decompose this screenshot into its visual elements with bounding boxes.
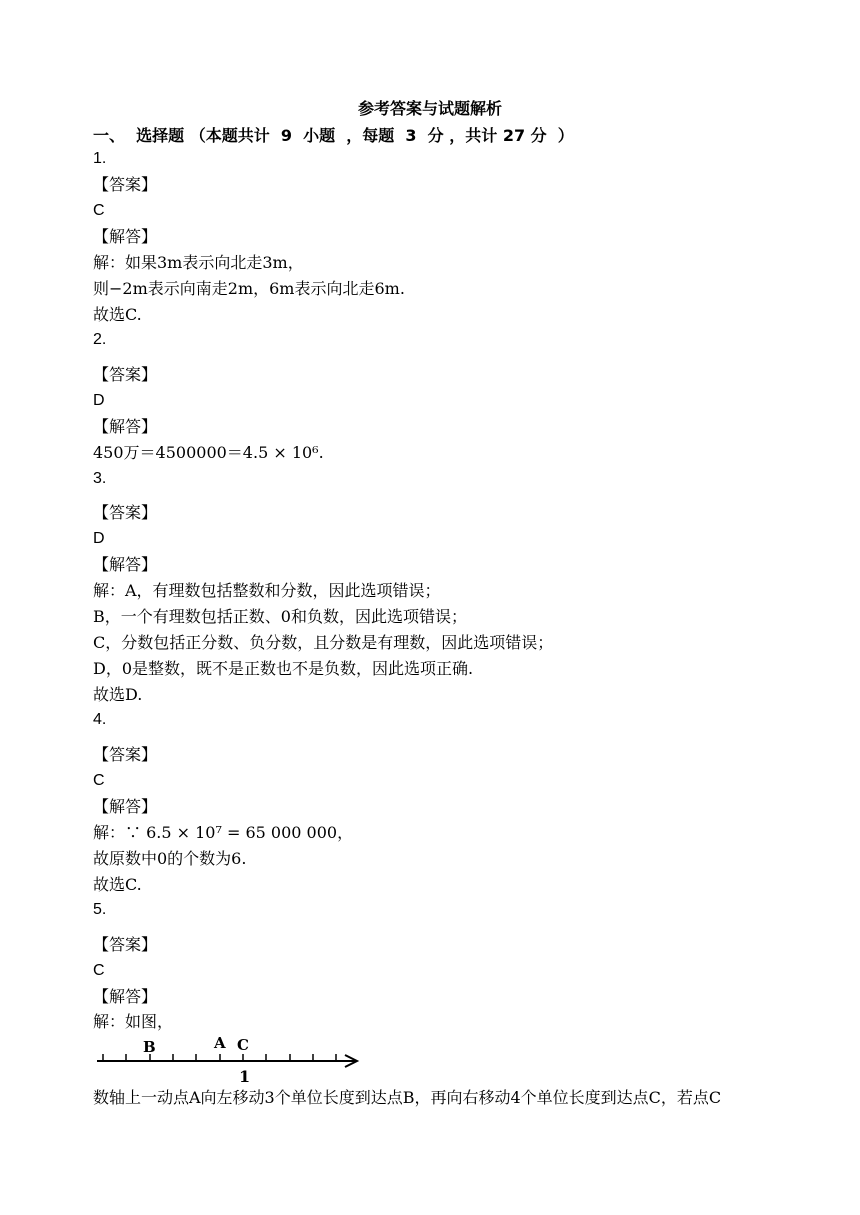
point-label-a: A <box>214 1034 226 1052</box>
answer-value: C <box>93 772 105 789</box>
solution-label: 【解答】 <box>93 227 158 246</box>
answer-label: 【答案】 <box>93 175 158 194</box>
point-label-b: B <box>143 1038 156 1056</box>
answer-label: 【答案】 <box>93 365 158 384</box>
solution-line: 解：如果3m表示向北走3m， <box>93 253 304 272</box>
solution-line: C，分数包括正分数、负分数，且分数是有理数，因此选项错误； <box>93 633 554 652</box>
question-number: 3. <box>93 470 107 487</box>
tick-label-one: 1 <box>239 1067 251 1086</box>
question-number: 4. <box>93 711 107 728</box>
solution-line: 故选C. <box>93 305 142 324</box>
solution-line: 解：如图， <box>93 1012 174 1031</box>
answer-value: D <box>93 392 105 409</box>
answer-label: 【答案】 <box>93 503 158 522</box>
solution-label: 【解答】 <box>93 555 158 574</box>
page-title: 参考答案与试题解析 <box>357 99 502 118</box>
solution-line: 故选D. <box>93 685 143 704</box>
solution-line: 解：∵ 6.5 × 10⁷ = 65 000 000， <box>93 823 354 842</box>
tick-marks <box>103 1054 336 1061</box>
solution-line: D，0是整数，既不是正数也不是负数，因此选项正确. <box>93 659 474 678</box>
number-line-figure <box>93 1030 373 1086</box>
answer-value: C <box>93 962 105 979</box>
point-label-c: C <box>237 1036 249 1054</box>
solution-label: 【解答】 <box>93 797 158 816</box>
answer-label: 【答案】 <box>93 935 158 954</box>
solution-line: 故选C. <box>93 875 142 894</box>
question-number: 5. <box>93 901 107 918</box>
answer-value: D <box>93 530 105 547</box>
solution-line: 数轴上一动点A向左移动3个单位长度到达点B，再向右移动4个单位长度到达点C，若点C <box>93 1088 722 1107</box>
answer-label: 【答案】 <box>93 745 158 764</box>
solution-line: B，一个有理数包括正数、0和负数，因此选项错误； <box>93 607 467 626</box>
solution-label: 【解答】 <box>93 417 158 436</box>
solution-line: 则−2m表示向南走2m，6m表示向北走6m. <box>93 279 405 298</box>
solution-line: 故原数中0的个数为6. <box>93 849 247 868</box>
question-number: 1. <box>93 150 107 167</box>
solution-line: 450万＝4500000＝4.5 × 10⁶. <box>93 443 324 462</box>
section-heading: 一、 选择题 （本题共计 9 小题 ，每题 3 分 ，共计 27 分 ） <box>93 126 574 145</box>
solution-label: 【解答】 <box>93 987 158 1006</box>
solution-line: 解：A，有理数包括整数和分数，因此选项错误； <box>93 581 441 600</box>
answer-value: C <box>93 202 105 219</box>
question-number: 2. <box>93 331 107 348</box>
